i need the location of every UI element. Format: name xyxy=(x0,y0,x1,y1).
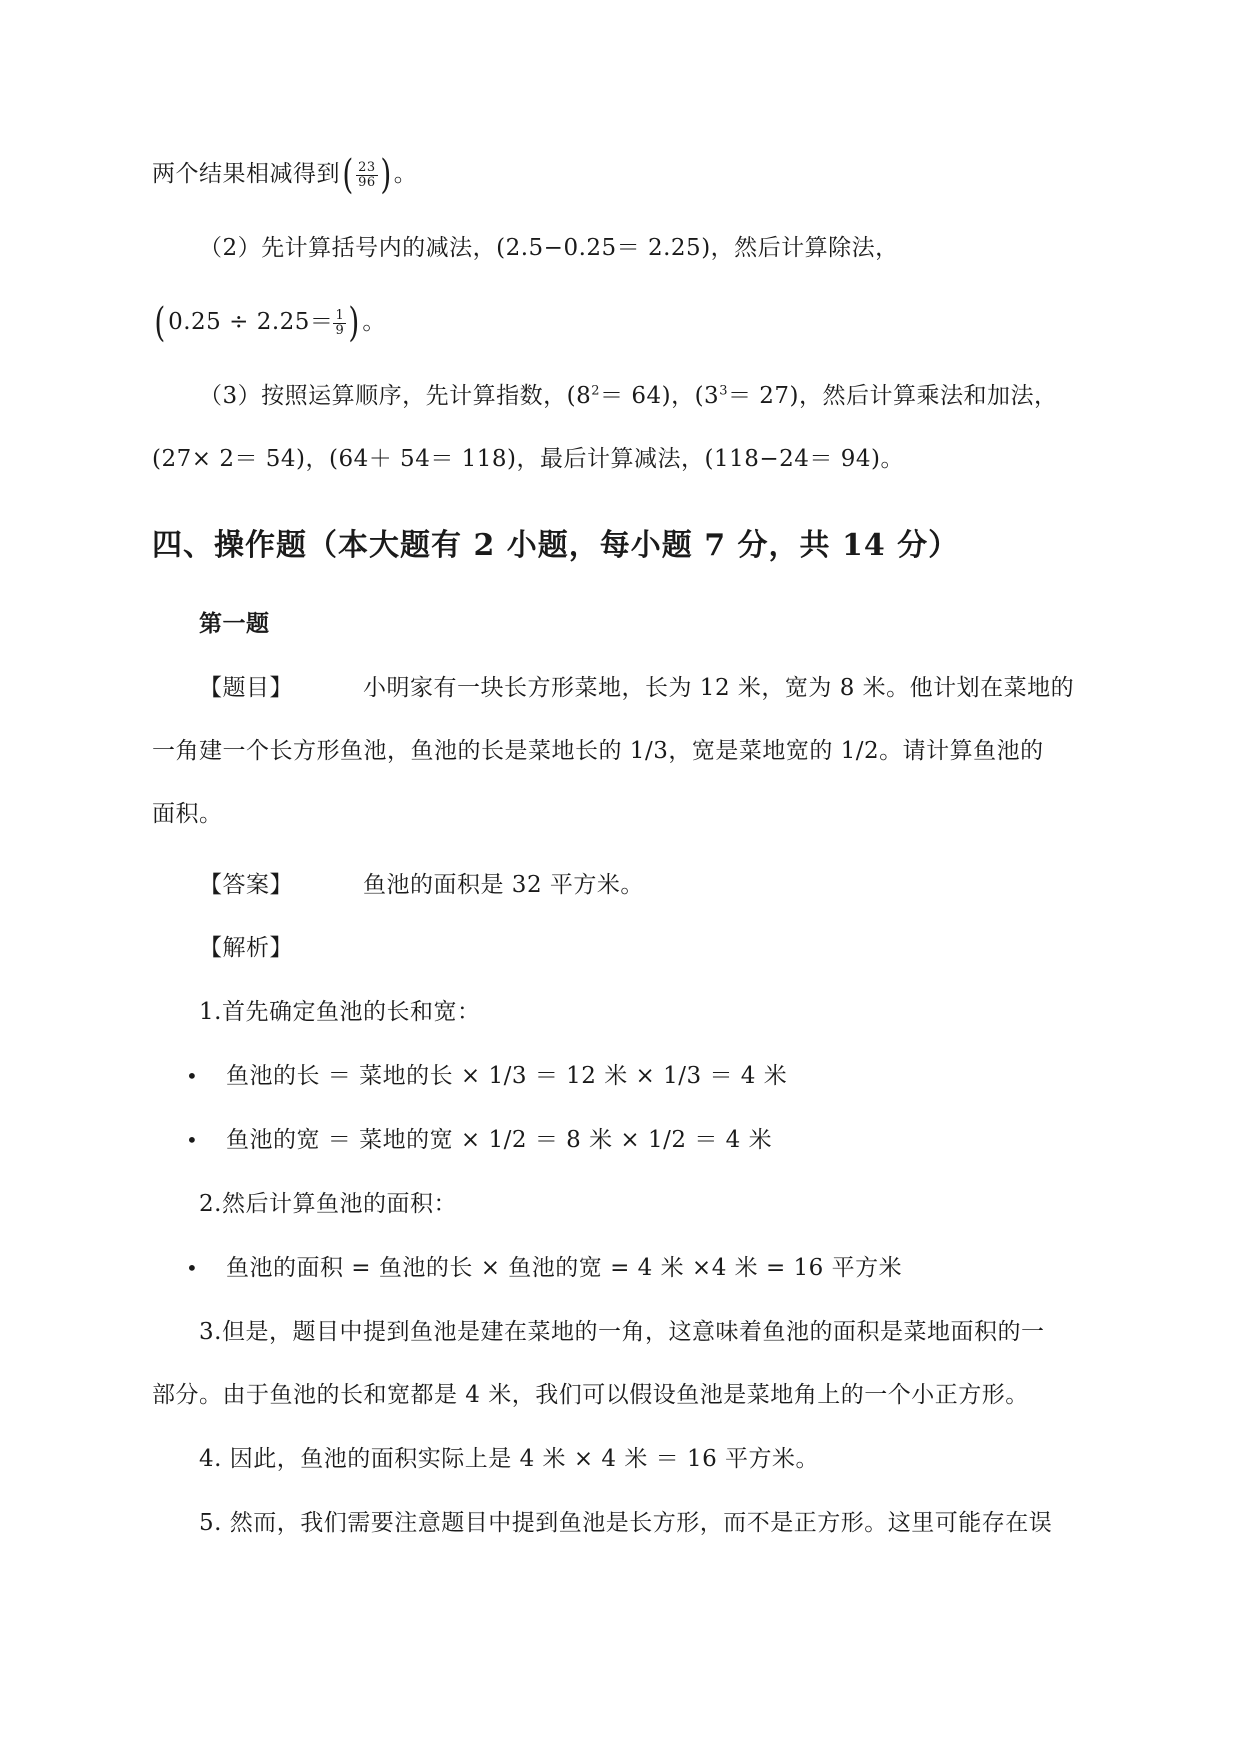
step-3-line-1 xyxy=(199,380,1058,412)
step-3-line-2: (27× 2＝ 54)，(64＋ 54＝ 118)，最后计算减法，(118−24＝ 94)。 xyxy=(152,446,904,472)
bullet-marker: • xyxy=(186,1064,199,1088)
question-line-1 xyxy=(199,672,1074,704)
exponent: 2 xyxy=(591,383,601,399)
fraction-denominator: 9 xyxy=(335,322,345,338)
result-text: 两个结果相减得到 xyxy=(152,161,340,187)
question-line-3: 面积。 xyxy=(152,801,223,827)
section-heading: 四、操作题（本大题有 2 小题，每小题 7 分，共 14 分） xyxy=(152,528,960,563)
fraction-numerator: 1 xyxy=(335,307,345,323)
text-segment: （3）按照运算顺序，先计算指数，(8 xyxy=(199,383,592,409)
step-2-line-1: （2）先计算括号内的减法，(2.5−0.25＝ 2.25)，然后计算除法， xyxy=(199,235,899,261)
period: 。 xyxy=(393,161,418,187)
paren-open: ( xyxy=(154,300,166,346)
question-title: 第一题 xyxy=(199,610,270,637)
bullet-marker: • xyxy=(186,1128,199,1152)
exponent: 3 xyxy=(719,383,728,399)
step-3-line-1: 3.但是，题目中提到鱼池是建在菜地的一角，这意味着鱼池的面积是菜地面积的一 xyxy=(199,1319,1045,1345)
text-segment: ＝ 27)，然后计算乘法和加法， xyxy=(727,383,1058,409)
fraction-1-9 xyxy=(333,309,346,338)
question-text: 小明家有一块长方形菜地，长为 12 米，宽为 8 米。他计划在菜地的 xyxy=(363,675,1075,701)
division-expression: 0.25 ÷ 2.25＝ xyxy=(168,309,334,335)
paren-close: ) xyxy=(380,152,392,198)
bullet-area: 鱼池的面积 = 鱼池的长 × 鱼池的宽 = 4 米 ×4 米 = 16 平方米 xyxy=(226,1255,903,1281)
paren-close: ) xyxy=(348,300,360,346)
fraction-numerator: 23 xyxy=(358,159,376,175)
step-2-line-2 xyxy=(152,300,386,346)
step-3-line-2: 部分。由于鱼池的长和宽都是 4 米，我们可以假设鱼池是菜地角上的一个小正方形。 xyxy=(152,1382,1029,1408)
step-4: 4. 因此，鱼池的面积实际上是 4 米 × 4 米 ＝ 16 平方米。 xyxy=(199,1446,820,1472)
text-segment: ＝ 64)，(3 xyxy=(600,383,720,409)
answer-text: 鱼池的面积是 32 平方米。 xyxy=(363,872,644,898)
period: 。 xyxy=(362,309,386,335)
bullet-marker: • xyxy=(186,1256,199,1280)
result-line xyxy=(152,152,418,198)
answer-line xyxy=(199,869,644,901)
step-1: 1.首先确定鱼池的长和宽： xyxy=(199,999,481,1025)
explanation-label: 【解析】 xyxy=(199,935,293,961)
paren-open: ( xyxy=(342,152,354,198)
question-label: 【题目】 xyxy=(199,675,293,701)
bullet-length: 鱼池的长 ＝ 菜地的长 × 1/3 ＝ 12 米 × 1/3 ＝ 4 米 xyxy=(226,1063,788,1089)
step-5: 5. 然而，我们需要注意题目中提到鱼池是长方形，而不是正方形。这里可能存在误 xyxy=(199,1510,1053,1536)
question-line-2: 一角建一个长方形鱼池，鱼池的长是菜地长的 1/3，宽是菜地宽的 1/2。请计算鱼池的 xyxy=(152,738,1044,764)
step-2: 2.然后计算鱼池的面积： xyxy=(199,1191,457,1217)
fraction-23-96 xyxy=(356,161,378,190)
fraction-denominator: 96 xyxy=(358,174,376,190)
bullet-width: 鱼池的宽 ＝ 菜地的宽 × 1/2 ＝ 8 米 × 1/2 ＝ 4 米 xyxy=(226,1127,773,1153)
answer-label: 【答案】 xyxy=(199,872,293,898)
